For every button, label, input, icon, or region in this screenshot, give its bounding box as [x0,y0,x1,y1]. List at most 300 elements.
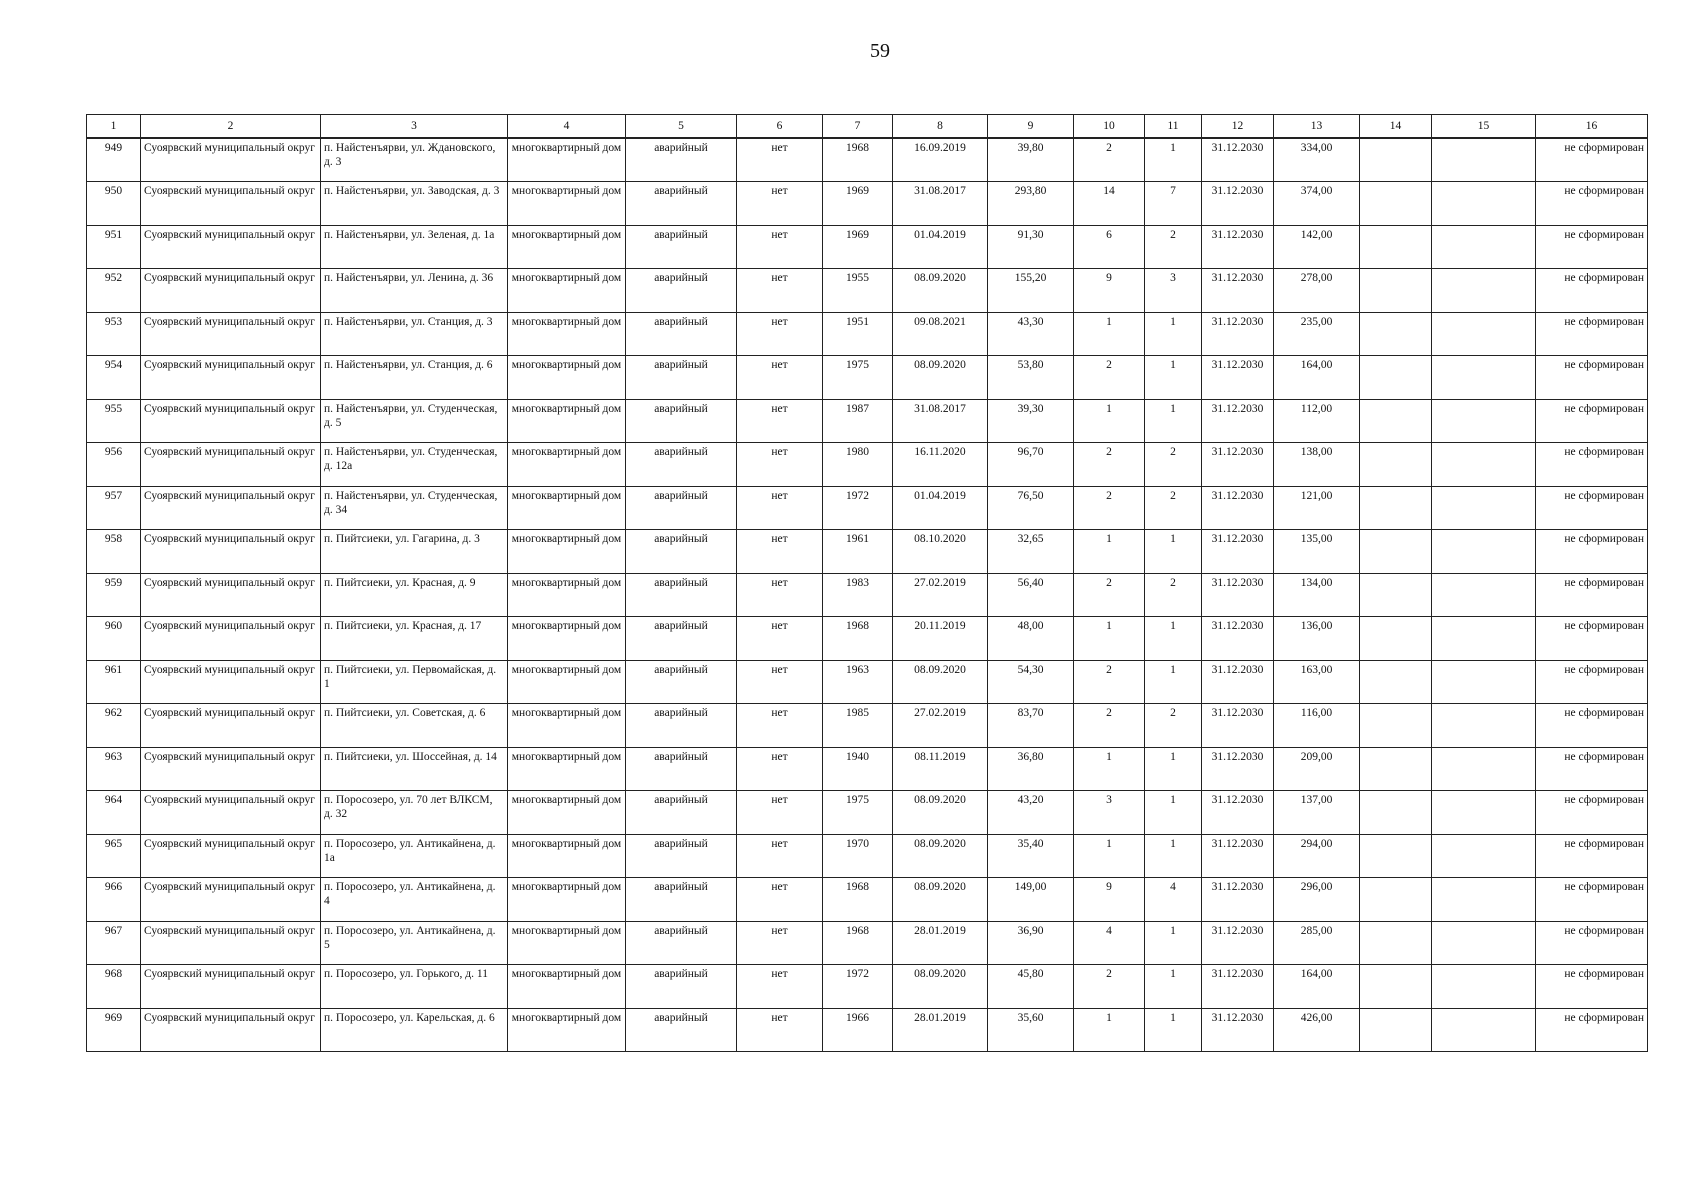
district-cell: Суоярвский муниципальный округ [141,182,321,226]
col15-cell [1432,225,1536,269]
area-cell: 32,65 [988,530,1074,574]
col13-cell: 116,00 [1274,704,1360,748]
status-cell: аварийный [626,225,737,269]
address-cell: п. Поросозеро, ул. Горького, д. 11 [321,965,508,1009]
year-cell: 1963 [823,660,893,704]
district-cell: Суоярвский муниципальный округ [141,704,321,748]
col15-cell [1432,399,1536,443]
building-type-cell: многоквартирный дом [508,225,626,269]
year-cell: 1975 [823,356,893,400]
col14-cell [1360,138,1432,182]
row-number: 960 [87,617,141,661]
housing-registry-table [86,114,1648,1052]
flag-cell: нет [737,182,823,226]
flag-cell: нет [737,921,823,965]
col11-cell: 1 [1145,138,1202,182]
date-cell: 08.09.2020 [893,660,988,704]
area-cell: 39,80 [988,138,1074,182]
address-cell: п. Поросозеро, ул. Антикайнена, д. 5 [321,921,508,965]
address-cell: п. Найстенъярви, ул. Студенческая, д. 5 [321,399,508,443]
address-cell: п. Найстенъярви, ул. Заводская, д. 3 [321,182,508,226]
col13-cell: 136,00 [1274,617,1360,661]
district-cell: Суоярвский муниципальный округ [141,660,321,704]
col16-cell: не сформирован [1536,791,1648,835]
district-cell: Суоярвский муниципальный округ [141,443,321,487]
col10-cell: 2 [1074,573,1145,617]
year-cell: 1970 [823,834,893,878]
building-type-cell: многоквартирный дом [508,443,626,487]
building-type-cell: многоквартирный дом [508,269,626,313]
col14-cell [1360,704,1432,748]
flag-cell: нет [737,965,823,1009]
col10-cell: 2 [1074,704,1145,748]
column-header-4: 4 [508,115,626,139]
building-type-cell: многоквартирный дом [508,1008,626,1052]
status-cell: аварийный [626,660,737,704]
flag-cell: нет [737,399,823,443]
deadline-cell: 31.12.2030 [1202,573,1274,617]
area-cell: 76,50 [988,486,1074,530]
column-header-9: 9 [988,115,1074,139]
row-number: 952 [87,269,141,313]
table-body [87,138,1648,1052]
deadline-cell: 31.12.2030 [1202,225,1274,269]
year-cell: 1966 [823,1008,893,1052]
deadline-cell: 31.12.2030 [1202,965,1274,1009]
status-cell: аварийный [626,443,737,487]
col16-cell: не сформирован [1536,878,1648,922]
flag-cell: нет [737,834,823,878]
col13-cell: 164,00 [1274,356,1360,400]
table-row [87,965,1648,1009]
table-row [87,182,1648,226]
col15-cell [1432,269,1536,313]
date-cell: 16.09.2019 [893,138,988,182]
row-number: 953 [87,312,141,356]
flag-cell: нет [737,486,823,530]
col14-cell [1360,791,1432,835]
building-type-cell: многоквартирный дом [508,921,626,965]
table-row [87,399,1648,443]
col15-cell [1432,182,1536,226]
district-cell: Суоярвский муниципальный округ [141,399,321,443]
date-cell: 08.09.2020 [893,791,988,835]
table-row [87,1008,1648,1052]
flag-cell: нет [737,1008,823,1052]
col15-cell [1432,834,1536,878]
flag-cell: нет [737,791,823,835]
col14-cell [1360,660,1432,704]
col14-cell [1360,747,1432,791]
area-cell: 43,20 [988,791,1074,835]
row-number: 963 [87,747,141,791]
flag-cell: нет [737,704,823,748]
year-cell: 1975 [823,791,893,835]
building-type-cell: многоквартирный дом [508,356,626,400]
year-cell: 1972 [823,486,893,530]
address-cell: п. Пийтсиеки, ул. Первомайская, д. 1 [321,660,508,704]
area-cell: 53,80 [988,356,1074,400]
flag-cell: нет [737,443,823,487]
building-type-cell: многоквартирный дом [508,834,626,878]
column-header-3: 3 [321,115,508,139]
col11-cell: 1 [1145,617,1202,661]
address-cell: п. Пийтсиеки, ул. Красная, д. 17 [321,617,508,661]
col13-cell: 134,00 [1274,573,1360,617]
col13-cell: 112,00 [1274,399,1360,443]
area-cell: 155,20 [988,269,1074,313]
column-header-5: 5 [626,115,737,139]
district-cell: Суоярвский муниципальный округ [141,312,321,356]
building-type-cell: многоквартирный дом [508,182,626,226]
col15-cell [1432,486,1536,530]
col15-cell [1432,573,1536,617]
col10-cell: 2 [1074,660,1145,704]
address-cell: п. Найстенъярви, ул. Студенческая, д. 34 [321,486,508,530]
row-number: 956 [87,443,141,487]
year-cell: 1983 [823,573,893,617]
deadline-cell: 31.12.2030 [1202,617,1274,661]
building-type-cell: многоквартирный дом [508,660,626,704]
col16-cell: не сформирован [1536,965,1648,1009]
col10-cell: 1 [1074,399,1145,443]
col15-cell [1432,1008,1536,1052]
col16-cell: не сформирован [1536,747,1648,791]
deadline-cell: 31.12.2030 [1202,269,1274,313]
flag-cell: нет [737,312,823,356]
column-header-16: 16 [1536,115,1648,139]
row-number: 965 [87,834,141,878]
status-cell: аварийный [626,965,737,1009]
date-cell: 28.01.2019 [893,921,988,965]
col14-cell [1360,486,1432,530]
col15-cell [1432,704,1536,748]
area-cell: 43,30 [988,312,1074,356]
date-cell: 08.11.2019 [893,747,988,791]
col11-cell: 4 [1145,878,1202,922]
area-cell: 293,80 [988,182,1074,226]
deadline-cell: 31.12.2030 [1202,704,1274,748]
year-cell: 1961 [823,530,893,574]
building-type-cell: многоквартирный дом [508,312,626,356]
district-cell: Суоярвский муниципальный округ [141,965,321,1009]
col11-cell: 2 [1145,225,1202,269]
col10-cell: 6 [1074,225,1145,269]
date-cell: 27.02.2019 [893,573,988,617]
col13-cell: 294,00 [1274,834,1360,878]
row-number: 969 [87,1008,141,1052]
col15-cell [1432,965,1536,1009]
col13-cell: 285,00 [1274,921,1360,965]
col13-cell: 164,00 [1274,965,1360,1009]
col14-cell [1360,356,1432,400]
col16-cell: не сформирован [1536,1008,1648,1052]
table-row [87,312,1648,356]
col16-cell: не сформирован [1536,921,1648,965]
col16-cell: не сформирован [1536,269,1648,313]
col14-cell [1360,878,1432,922]
col14-cell [1360,269,1432,313]
col11-cell: 1 [1145,530,1202,574]
year-cell: 1987 [823,399,893,443]
flag-cell: нет [737,225,823,269]
table-row [87,225,1648,269]
table-row [87,617,1648,661]
building-type-cell: многоквартирный дом [508,573,626,617]
table-row [87,747,1648,791]
col16-cell: не сформирован [1536,530,1648,574]
col13-cell: 142,00 [1274,225,1360,269]
district-cell: Суоярвский муниципальный округ [141,530,321,574]
status-cell: аварийный [626,138,737,182]
date-cell: 28.01.2019 [893,1008,988,1052]
col10-cell: 2 [1074,965,1145,1009]
col13-cell: 296,00 [1274,878,1360,922]
area-cell: 35,60 [988,1008,1074,1052]
column-header-1: 1 [87,115,141,139]
flag-cell: нет [737,660,823,704]
district-cell: Суоярвский муниципальный округ [141,878,321,922]
col11-cell: 1 [1145,921,1202,965]
district-cell: Суоярвский муниципальный округ [141,573,321,617]
status-cell: аварийный [626,1008,737,1052]
col11-cell: 1 [1145,356,1202,400]
col13-cell: 235,00 [1274,312,1360,356]
table-row [87,660,1648,704]
district-cell: Суоярвский муниципальный округ [141,617,321,661]
col11-cell: 1 [1145,965,1202,1009]
col11-cell: 3 [1145,269,1202,313]
date-cell: 01.04.2019 [893,225,988,269]
district-cell: Суоярвский муниципальный округ [141,791,321,835]
address-cell: п. Найстенъярви, ул. Станция, д. 6 [321,356,508,400]
deadline-cell: 31.12.2030 [1202,138,1274,182]
address-cell: п. Найстенъярви, ул. Студенческая, д. 12а [321,443,508,487]
year-cell: 1985 [823,704,893,748]
building-type-cell: многоквартирный дом [508,530,626,574]
col10-cell: 1 [1074,312,1145,356]
address-cell: п. Поросозеро, ул. Антикайнена, д. 1а [321,834,508,878]
col13-cell: 426,00 [1274,1008,1360,1052]
row-number: 951 [87,225,141,269]
col11-cell: 2 [1145,443,1202,487]
row-number: 967 [87,921,141,965]
col16-cell: не сформирован [1536,617,1648,661]
year-cell: 1980 [823,443,893,487]
col16-cell: не сформирован [1536,443,1648,487]
address-cell: п. Найстенъярви, ул. Зеленая, д. 1а [321,225,508,269]
col16-cell: не сформирован [1536,660,1648,704]
deadline-cell: 31.12.2030 [1202,356,1274,400]
flag-cell: нет [737,138,823,182]
col14-cell [1360,399,1432,443]
district-cell: Суоярвский муниципальный округ [141,138,321,182]
status-cell: аварийный [626,617,737,661]
row-number: 949 [87,138,141,182]
district-cell: Суоярвский муниципальный округ [141,747,321,791]
col15-cell [1432,138,1536,182]
col14-cell [1360,921,1432,965]
area-cell: 83,70 [988,704,1074,748]
area-cell: 54,30 [988,660,1074,704]
col10-cell: 1 [1074,1008,1145,1052]
col15-cell [1432,443,1536,487]
col14-cell [1360,443,1432,487]
col11-cell: 2 [1145,704,1202,748]
building-type-cell: многоквартирный дом [508,878,626,922]
date-cell: 08.09.2020 [893,269,988,313]
col13-cell: 163,00 [1274,660,1360,704]
row-number: 959 [87,573,141,617]
area-cell: 149,00 [988,878,1074,922]
row-number: 958 [87,530,141,574]
district-cell: Суоярвский муниципальный округ [141,921,321,965]
col11-cell: 1 [1145,312,1202,356]
deadline-cell: 31.12.2030 [1202,399,1274,443]
col13-cell: 374,00 [1274,182,1360,226]
district-cell: Суоярвский муниципальный округ [141,834,321,878]
table-row [87,573,1648,617]
area-cell: 35,40 [988,834,1074,878]
flag-cell: нет [737,356,823,400]
area-cell: 96,70 [988,443,1074,487]
col15-cell [1432,878,1536,922]
status-cell: аварийный [626,834,737,878]
date-cell: 08.10.2020 [893,530,988,574]
district-cell: Суоярвский муниципальный округ [141,486,321,530]
col11-cell: 1 [1145,399,1202,443]
year-cell: 1968 [823,617,893,661]
col16-cell: не сформирован [1536,704,1648,748]
area-cell: 91,30 [988,225,1074,269]
col14-cell [1360,312,1432,356]
column-header-12: 12 [1202,115,1274,139]
area-cell: 48,00 [988,617,1074,661]
col16-cell: не сформирован [1536,399,1648,443]
address-cell: п. Поросозеро, ул. 70 лет ВЛКСМ, д. 32 [321,791,508,835]
row-number: 961 [87,660,141,704]
deadline-cell: 31.12.2030 [1202,747,1274,791]
col16-cell: не сформирован [1536,834,1648,878]
flag-cell: нет [737,269,823,313]
year-cell: 1969 [823,182,893,226]
building-type-cell: многоквартирный дом [508,965,626,1009]
table-row [87,791,1648,835]
column-header-13: 13 [1274,115,1360,139]
col10-cell: 2 [1074,356,1145,400]
column-header-6: 6 [737,115,823,139]
col13-cell: 121,00 [1274,486,1360,530]
row-number: 964 [87,791,141,835]
col14-cell [1360,182,1432,226]
table-row [87,921,1648,965]
table-row [87,704,1648,748]
flag-cell: нет [737,573,823,617]
col13-cell: 278,00 [1274,269,1360,313]
deadline-cell: 31.12.2030 [1202,921,1274,965]
col16-cell: не сформирован [1536,312,1648,356]
year-cell: 1955 [823,269,893,313]
column-header-14: 14 [1360,115,1432,139]
col14-cell [1360,834,1432,878]
col11-cell: 1 [1145,791,1202,835]
building-type-cell: многоквартирный дом [508,791,626,835]
flag-cell: нет [737,878,823,922]
col15-cell [1432,660,1536,704]
col11-cell: 2 [1145,486,1202,530]
status-cell: аварийный [626,486,737,530]
flag-cell: нет [737,617,823,661]
deadline-cell: 31.12.2030 [1202,834,1274,878]
col15-cell [1432,312,1536,356]
col15-cell [1432,791,1536,835]
column-header-10: 10 [1074,115,1145,139]
date-cell: 27.02.2019 [893,704,988,748]
col10-cell: 1 [1074,617,1145,661]
status-cell: аварийный [626,921,737,965]
column-header-11: 11 [1145,115,1202,139]
col11-cell: 1 [1145,660,1202,704]
col14-cell [1360,617,1432,661]
table-row [87,356,1648,400]
col16-cell: не сформирован [1536,225,1648,269]
district-cell: Суоярвский муниципальный округ [141,269,321,313]
deadline-cell: 31.12.2030 [1202,182,1274,226]
col16-cell: не сформирован [1536,138,1648,182]
address-cell: п. Поросозеро, ул. Антикайнена, д. 4 [321,878,508,922]
area-cell: 39,30 [988,399,1074,443]
column-header-8: 8 [893,115,988,139]
col11-cell: 1 [1145,1008,1202,1052]
col10-cell: 3 [1074,791,1145,835]
area-cell: 45,80 [988,965,1074,1009]
row-number: 962 [87,704,141,748]
col13-cell: 135,00 [1274,530,1360,574]
address-cell: п. Пийтсиеки, ул. Шоссейная, д. 14 [321,747,508,791]
date-cell: 08.09.2020 [893,834,988,878]
col11-cell: 2 [1145,573,1202,617]
table-row [87,878,1648,922]
col16-cell: не сформирован [1536,356,1648,400]
deadline-cell: 31.12.2030 [1202,530,1274,574]
deadline-cell: 31.12.2030 [1202,312,1274,356]
area-cell: 36,90 [988,921,1074,965]
row-number: 950 [87,182,141,226]
date-cell: 08.09.2020 [893,965,988,1009]
table-row [87,443,1648,487]
col14-cell [1360,1008,1432,1052]
deadline-cell: 31.12.2030 [1202,878,1274,922]
row-number: 955 [87,399,141,443]
col14-cell [1360,965,1432,1009]
year-cell: 1968 [823,878,893,922]
col15-cell [1432,747,1536,791]
col14-cell [1360,225,1432,269]
col14-cell [1360,530,1432,574]
col11-cell: 1 [1145,834,1202,878]
col15-cell [1432,921,1536,965]
col13-cell: 209,00 [1274,747,1360,791]
col15-cell [1432,617,1536,661]
table-row [87,138,1648,182]
date-cell: 31.08.2017 [893,399,988,443]
row-number: 957 [87,486,141,530]
table-row [87,834,1648,878]
col10-cell: 1 [1074,747,1145,791]
address-cell: п. Найстенъярви, ул. Станция, д. 3 [321,312,508,356]
year-cell: 1969 [823,225,893,269]
deadline-cell: 31.12.2030 [1202,791,1274,835]
